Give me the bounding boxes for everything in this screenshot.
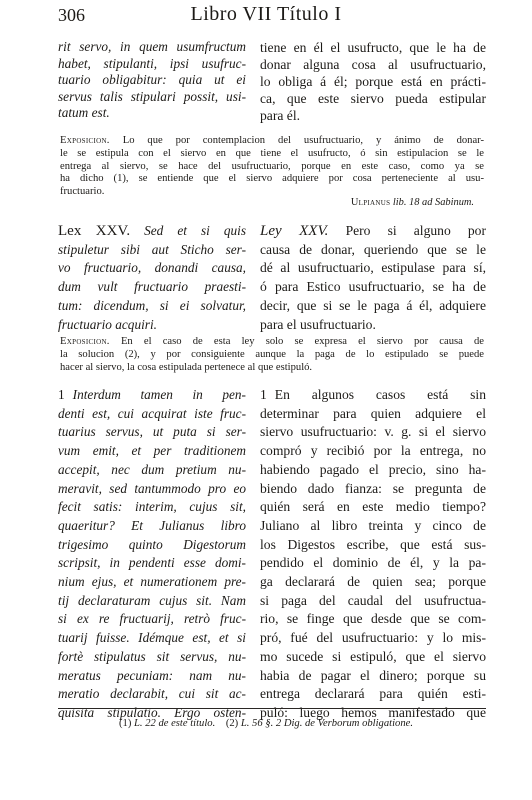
spanish-line: pró, fué del usufructuario: y lo mis- (260, 630, 486, 646)
spanish-line: causa de donar, queriendo que se le (260, 241, 486, 257)
section-number: 1 (58, 387, 65, 402)
latin-line: dum vult fructuario praesti- (58, 279, 246, 295)
latin-line: tij declaraturam cujus sit. Nam (58, 592, 246, 608)
latin-line: tuarij fuisse. Idémque est, et si (58, 630, 246, 646)
latin-line: tatum est. (58, 105, 110, 120)
spanish-line: mo sucede si estipuló, que el siervo (260, 648, 486, 664)
exposition-line: la solucion (2), y por consiguiente aunque la paga de lo estipulado se puede (60, 348, 484, 360)
latin-line: tum: dicendum, si ei solvatur, (58, 297, 246, 313)
latin-line: tuario obligabitur: quia ut ei (58, 72, 246, 87)
exposition-label: Exposicion. (60, 135, 110, 146)
latin-column-law (58, 222, 246, 334)
latin-line: Interdum tamen in pen- (72, 387, 246, 402)
spanish-line: donar alguna cosa al usufructuario, (260, 57, 486, 72)
latin-line: servus talis stipulari possit, usi- (58, 88, 246, 104)
latin-line: fortè stipulatus sit servus, nu- (58, 648, 246, 664)
footnote-rule (58, 708, 486, 709)
page-number: 306 (58, 5, 85, 25)
spanish-line: Pero si alguno por (345, 223, 486, 238)
source-reference: lib. 18 ad Sabinum. (392, 197, 474, 208)
exposition-line: ha dicho (1), se entiende que el siervo adquiere por cosa perteneciente al usu- (60, 173, 484, 185)
spanish-line: ó para Estico usufructuario, se ha de (260, 279, 486, 295)
spanish-line: Juliano al libro treinta y cinco de (260, 517, 486, 533)
footnote-text: L. 22 de este título. (134, 718, 216, 729)
spanish-line: compró y recibió por la entrega, no (260, 443, 486, 459)
exposition-label: Exposicion. (60, 336, 110, 347)
spanish-line: lo obliga á él; porque está en prácti- (260, 74, 486, 89)
latin-line: scripsit, in pendenti esse domi- (58, 555, 246, 571)
spanish-line: tiene en él el usufructo, que le ha de (260, 40, 486, 55)
spanish-line: rio, se finge que desde que se com- (260, 611, 486, 627)
latin-line: denti est, cui acquirat iste fruc- (58, 405, 246, 421)
exposition-line: le se estipula con el siervo en que tiene el usufructo, ó sin estipulacion se le (60, 147, 484, 159)
spanish-column-law (260, 222, 486, 334)
spanish-column-top (260, 39, 486, 124)
latin-law-heading: Lex XXV. (58, 223, 131, 239)
footnotes (0, 718, 532, 729)
exposition-line: En el caso de esta ley solo se expresa el siervo por causa de (120, 336, 484, 347)
latin-line: habet, stipulanti, ipsi usufruc- (58, 55, 246, 71)
latin-line: quisita stipulatio. Ergo osten- (58, 704, 246, 720)
exposition-line: hacer al siervo, la cosa estipulada pertenece al que estipuló. (60, 361, 313, 373)
exposition-line: fructuario. (60, 186, 105, 198)
spanish-line: siervo usufructuario: v. g. si el siervo (260, 424, 486, 440)
latin-line: fructuario acquiri. (58, 316, 157, 332)
latin-line: nium ejus, et numerationem pre- (58, 574, 246, 590)
footnote-text: L. 56 §. 2 Dig. de Verborum obligatione. (240, 718, 413, 729)
latin-line: stipuletur sibi aut Sticho ser- (58, 241, 246, 257)
latin-line: Sed et si quis (144, 223, 246, 238)
exposition-1 (60, 135, 484, 199)
latin-line: vum emit, et per traditionem (58, 443, 246, 459)
spanish-line: dé al usufructuario, estipulase para sí, (260, 260, 486, 276)
latin-line: meratus pecuniam: nam nu- (58, 667, 246, 683)
running-title: Libro VII Título I (190, 3, 342, 25)
spanish-line: decir, que si se le paga á él, adquiere (260, 297, 486, 313)
spanish-line: si paga del caudal del usufructua- (260, 592, 486, 608)
spanish-line: ca, que este siervo pueda estipular (260, 91, 486, 106)
spanish-line: ga declarará de quien sea; porque (260, 574, 486, 590)
latin-line: meravit, sed tantummodo pro eo (58, 480, 246, 496)
source-citation (351, 197, 474, 208)
spanish-law-heading: Ley XXV. (260, 223, 329, 239)
spanish-line: para el usufructuario. (260, 316, 376, 332)
spanish-line: los Digestos escribe, que está sus- (260, 536, 486, 552)
spanish-line: puló: luego hemos manifestado que (260, 704, 486, 720)
spanish-line: entrega declarará para quién esti- (260, 686, 486, 702)
exposition-line: entrega al siervo, se hace del usufructuario, porque en este caso, como ya se (60, 160, 484, 172)
exposition-2 (60, 336, 484, 374)
latin-line: vo fructuario, donandi causa, (58, 260, 246, 276)
latin-line: trigesimo quinto Digestorum (58, 536, 246, 552)
latin-line: meratio declarabit, cui sit ac- (58, 686, 246, 702)
latin-line: accepit, nec dum pretium nu- (58, 461, 246, 477)
spanish-column-section-1 (260, 386, 486, 723)
latin-line: tuarius servus, ut puta si ser- (58, 424, 246, 440)
latin-line: si ex re fructuarij, retrò fruc- (58, 611, 246, 627)
latin-column-top (58, 39, 246, 122)
spanish-line: habiendo pagado el precio, sino ha- (260, 461, 486, 477)
latin-line: fecit satis: interim, cujus sit, (58, 499, 246, 515)
footnote-mark: (1) (119, 718, 132, 729)
spanish-line: para él. (260, 108, 300, 123)
spanish-line: biendo dado fianza: se pregunta de (260, 480, 486, 496)
spanish-line: quién será en este medio tiempo? (260, 499, 486, 515)
spanish-line: En algunos casos está sin (274, 387, 486, 402)
latin-column-section-1 (58, 386, 246, 723)
footnote-mark: (2) (225, 718, 239, 729)
spanish-line: pendido el dominio de él, y la pa- (260, 555, 486, 571)
spanish-line: determinar para quien adquiere el (260, 405, 486, 421)
section-number: 1 (260, 387, 267, 402)
latin-line: quaeritur? Et Julianus libro (58, 517, 246, 533)
spanish-line: habia de pagar el dinero; porque su (260, 667, 486, 683)
latin-line: rit servo, in quem usumfructum (58, 39, 246, 54)
source-author: Ulpianus (350, 197, 391, 208)
exposition-line: Lo que por contemplacion del usufructuario, y ánimo de donar- (122, 135, 485, 146)
